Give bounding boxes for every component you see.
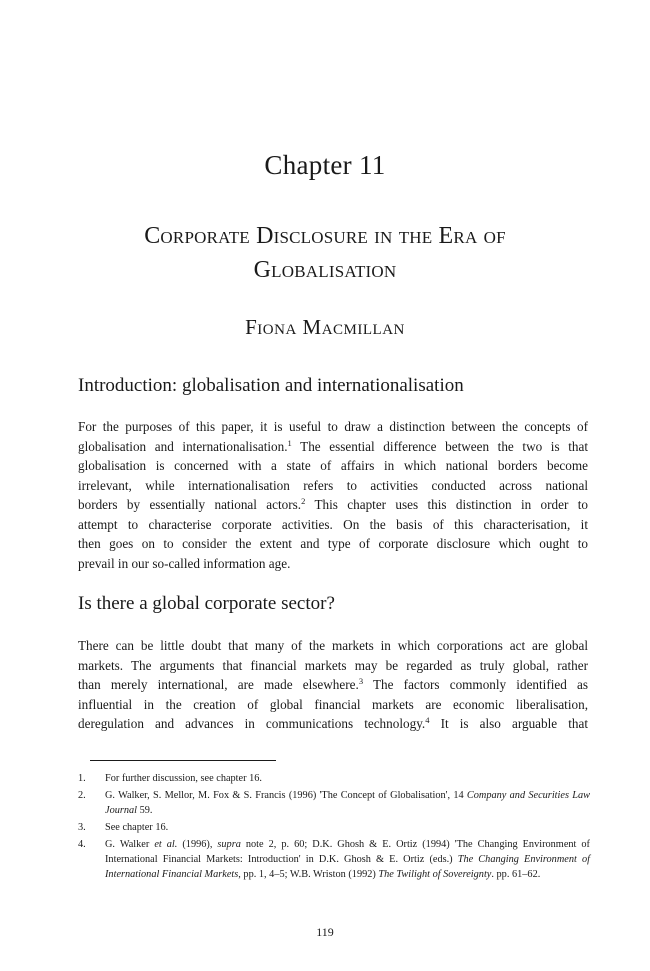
text-line: globalisation is concerned with a state of affairs in which national borders become [78, 458, 588, 473]
section-heading-introduction: Introduction: globalisation and internationalisation [78, 375, 464, 396]
footnotes [78, 771, 590, 884]
text-line: For the purposes of this paper, it is useful to draw a distinction between the concepts of [78, 419, 588, 434]
footnote-4: 4. G. Walker et al. (1996), supra note 2, p. 60; D.K. Ghosh & E. Ortiz (1994) 'The Changing Environment of International Financial Markets: Introduction' in D.K. Ghosh & E. Ortiz (eds.) The Changing Environment of International Financial Markets, pp. 1, 4–5; W.B. Wriston (1992) The Twilight of Sovereignty. pp. 61–62. [78, 839, 590, 880]
footnote-divider [90, 760, 276, 761]
footnote-ref: 4 [425, 715, 430, 725]
text-line: prevail in our so-called information age. [78, 555, 291, 571]
footnote-3: 3. See chapter 16. [78, 822, 169, 833]
text-line: deregulation and advances in communications technology.$^4$ It is also arguable that [78, 715, 589, 731]
section-heading-global-corporate-sector: Is there a global corporate sector? [78, 593, 335, 614]
footnote-1: 1. For further discussion, see chapter 16. [78, 773, 262, 784]
global-sector-paragraph [78, 636, 588, 734]
text-line: influential in the creation of global financial markets are economic liberalisation, [78, 696, 588, 712]
text-line: attempt to characterise corporate activities. On the basis of this characterisation, it [78, 516, 588, 532]
author-name: Fiona Macmillan [245, 315, 405, 339]
text-line: There can be little doubt that many of the markets in which corporations act are global [78, 638, 588, 653]
introduction-paragraph [78, 417, 588, 573]
chapter-title [60, 219, 590, 287]
footnote-ref: 3 [358, 676, 364, 686]
text-line: markets. The arguments that financial markets may be regarded as truly global, rather [78, 657, 588, 673]
chapter-title-line-2: Globalisation [253, 257, 397, 283]
text-line: globalisation and internationalisation.$^1$ The essential difference between the two is that [78, 437, 588, 454]
text-line: borders by essentially national actors.$^2$ This chapter uses this distinction in order to [78, 496, 588, 512]
page-number: 119 [316, 925, 334, 939]
footnote-ref: 1 [287, 437, 292, 448]
footnote-ref: 2 [301, 496, 306, 506]
text-line: than merely international, are made elsewhere.$^3$ The factors commonly identified as [78, 676, 589, 692]
footnote-2: 2. G. Walker, S. Mellor, M. Fox & S. Francis (1996) 'The Concept of Globalisation', 14 Company and Securities Law Journal 59. [78, 790, 590, 816]
chapter-label: Chapter 11 [264, 150, 386, 180]
chapter-title-line-1: Corporate Disclosure in the Era of [144, 223, 506, 249]
text-line: irrelevant, while internationalisation refers to activities conducted across national [78, 477, 588, 493]
text-line: then goes on to consider the extent and type of corporate disclosure which ought to [78, 536, 588, 551]
